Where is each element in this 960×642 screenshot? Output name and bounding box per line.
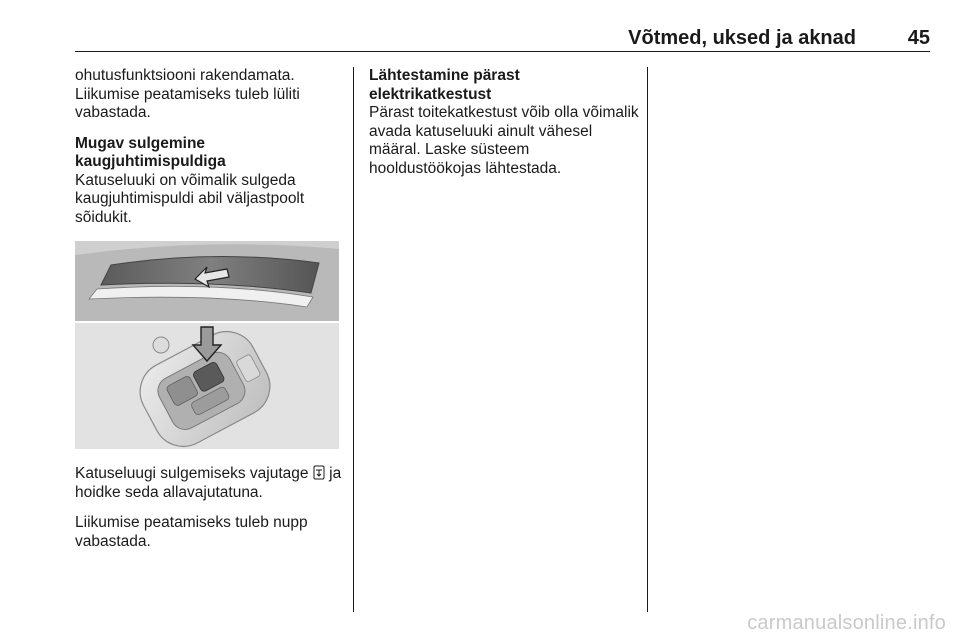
- column-divider-1: [353, 67, 354, 612]
- release-paragraph: Liikumise peatamiseks tuleb nupp vabastada.: [75, 514, 308, 550]
- key-ring: [153, 337, 169, 353]
- section-heading-comfort-closing: [75, 135, 345, 172]
- column-2: [369, 67, 641, 190]
- sunroof-close-icon: [313, 465, 325, 480]
- section-heading-reset: Lähtestamine pärast elektrikatkestust: [369, 67, 520, 103]
- instruction-text-1: Katuseluugi sulgemiseks vajutage: [75, 465, 309, 482]
- sunroof-key-illustration: [75, 241, 339, 449]
- reset-paragraph: Pärast toitekatkestust võib olla võimalik avada katuseluuki ainult vähesel määral. Laske süsteem hooldustöökojas lähtestada.: [369, 104, 639, 177]
- figure-sunroof-key: [75, 241, 339, 449]
- header-title: Võtmed, uksed ja aknad: [628, 27, 856, 49]
- intro-paragraph: ohutusfunktsiooni rakendamata. Liikumise peatamiseks tuleb lüliti vabastada.: [75, 67, 300, 121]
- instruction-paragraph: [75, 465, 345, 502]
- column-1: [75, 67, 345, 563]
- heading-line-1: Mugav sulgemine: [75, 134, 206, 152]
- page-number: 45: [907, 27, 930, 49]
- comfort-closing-paragraph: Katuseluuki on võimalik sulgeda kaugjuhtimispuldi abil väljastpoolt sõidukit.: [75, 171, 305, 226]
- footer-watermark[interactable]: carmanualsonline.info: [747, 612, 946, 634]
- header-rule: [75, 51, 930, 52]
- column-divider-2: [647, 67, 648, 612]
- instruction-text-2: ja hoidke seda allavajutatuna.: [75, 465, 342, 501]
- heading-line-2: kaugjuhtimispuldiga: [75, 153, 226, 170]
